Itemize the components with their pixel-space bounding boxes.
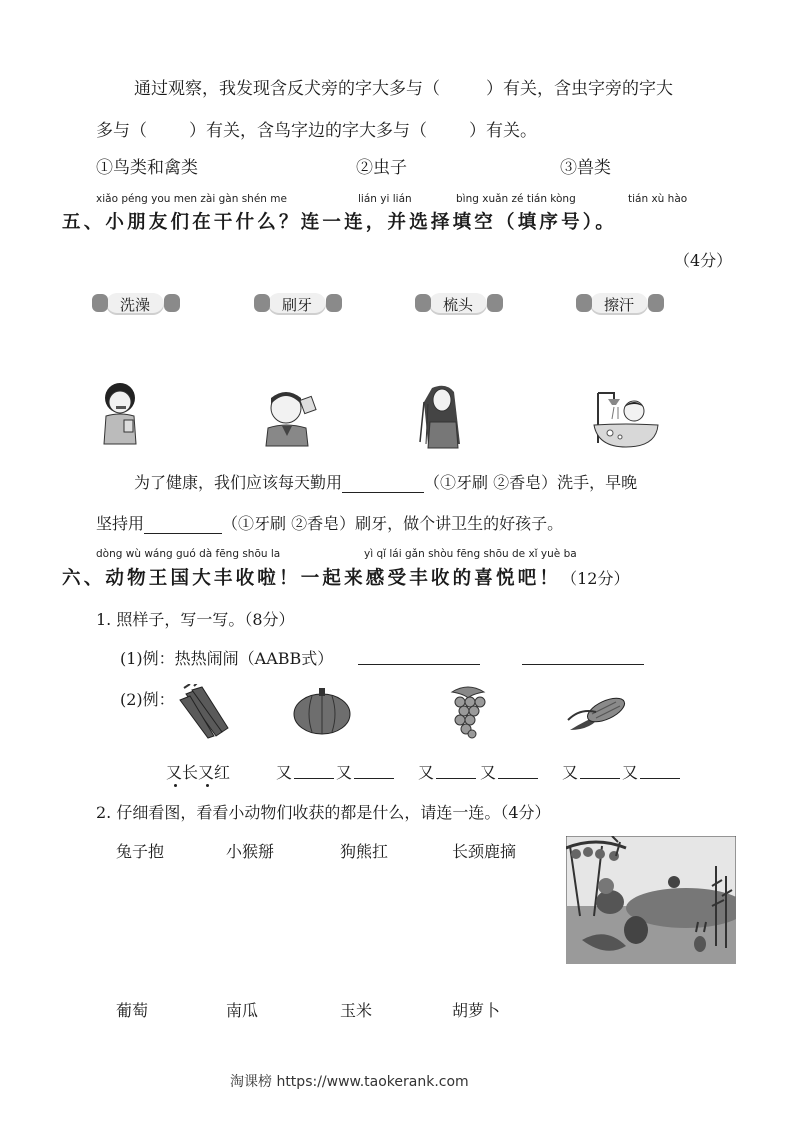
s6-pinyin-1: dòng wù wáng guó dà fēng shōu la <box>96 548 281 560</box>
boy-wiping-sweat-image[interactable] <box>262 388 318 448</box>
grapes-image <box>442 684 494 740</box>
action-pill-bath[interactable] <box>92 291 180 317</box>
option-1: ①鸟类和禽类 <box>96 158 198 178</box>
pumpkin-image <box>292 686 352 736</box>
s5-fill-line-2 <box>96 511 563 534</box>
you-label: 又 <box>276 763 293 782</box>
you-label: 又 <box>622 763 639 782</box>
option-3: ③兽类 <box>560 158 611 178</box>
s6-title-text: 六、动物王国大丰收啦！一起来感受丰收的喜悦吧！ <box>62 568 562 589</box>
crop-pumpkin[interactable]: 南瓜 <box>226 1001 259 1020</box>
s5-pinyin-3: bìng xuǎn zé tián kòng <box>456 193 576 205</box>
answer-line-aabb-2[interactable] <box>522 664 644 665</box>
fill-text-1b: （①牙刷 ②香皂）洗手，早晚 <box>424 473 638 492</box>
s6-pinyin-2: yì qǐ lái gǎn shòu fēng shōu de xǐ yuè ba <box>364 548 577 560</box>
answer-line-grapes-2[interactable] <box>498 778 538 779</box>
fist-icon <box>326 294 342 312</box>
intro-line2-a: 多与（ <box>96 121 147 141</box>
intro-line1-a: 通过观察，我发现含反犬旁的字大多与（ <box>134 79 440 99</box>
action-pill-wipe-sweat[interactable] <box>576 291 664 317</box>
s5-title: 五、小朋友们在干什么？连一连，并选择填空（填序号）。 <box>62 212 617 233</box>
you-label: 又 <box>418 763 435 782</box>
fill-text-2b: （①牙刷 ②香皂）刷牙，做个讲卫生的好孩子。 <box>222 514 564 533</box>
action-label: 擦汗 <box>603 296 634 314</box>
answer-line-corn-1[interactable] <box>580 778 620 779</box>
boy-bathing-image[interactable] <box>592 389 660 451</box>
action-label: 洗澡 <box>119 296 150 314</box>
answer-line-grapes-1[interactable] <box>436 778 476 779</box>
crop-carrot[interactable]: 胡萝卜 <box>452 1001 501 1020</box>
animal-giraffe[interactable]: 长颈鹿摘 <box>452 842 517 861</box>
fill-blank-wash-hands[interactable] <box>342 474 424 493</box>
fist-icon <box>487 294 503 312</box>
crop-corn[interactable]: 玉米 <box>340 1001 373 1020</box>
action-label: 刷牙 <box>281 296 312 314</box>
you-label: 又 <box>480 763 497 782</box>
s5-pinyin-2: lián yi lián <box>358 193 412 205</box>
girl-brushing-teeth-image[interactable] <box>96 380 144 448</box>
you-label: 又 <box>336 763 353 782</box>
intro-line2-c: ）有关。 <box>469 121 537 141</box>
fist-icon <box>164 294 180 312</box>
fist-icon <box>648 294 664 312</box>
answer-line-corn-2[interactable] <box>640 778 680 779</box>
s6-q2: 2. 仔细看图，看看小动物们收获的都是什么，请连一连。（4分） <box>96 803 551 822</box>
you-label: 又 <box>562 763 579 782</box>
action-pill-brush-teeth[interactable] <box>254 291 342 317</box>
s5-pinyin-1: xiǎo péng you men zài gàn shén me <box>96 193 287 205</box>
fill-blank-brush-teeth[interactable] <box>144 515 222 534</box>
s5-pinyin-4: tián xù hào <box>628 193 688 205</box>
harvest-scene-image <box>566 836 736 964</box>
girl-combing-hair-image[interactable] <box>416 382 466 452</box>
animal-rabbit[interactable]: 兔子抱 <box>116 842 165 861</box>
option-2: ②虫子 <box>356 158 407 178</box>
intro-line-1 <box>134 74 673 99</box>
intro-line1-b: ）有关，含虫字旁的字大 <box>486 79 673 99</box>
answer-line-aabb-1[interactable] <box>358 664 480 665</box>
animal-bear[interactable]: 狗熊扛 <box>340 842 389 861</box>
s6-q1: 1. 照样子，写一写。（8分） <box>96 610 295 629</box>
fill-text-2a: 坚持用 <box>96 514 145 533</box>
answer-line-pumpkin-1[interactable] <box>294 778 334 779</box>
crop-grapes[interactable]: 葡萄 <box>116 1001 149 1020</box>
s6-title <box>62 564 629 590</box>
s5-score: （4分） <box>674 251 733 270</box>
carrots-image <box>176 684 232 740</box>
s6-q1-2: (2)例： <box>120 690 175 709</box>
fill-text-1a: 为了健康，我们应该每天勤用 <box>134 473 343 492</box>
example-phrase: 又长又红 <box>166 763 231 782</box>
action-pill-comb-hair[interactable] <box>415 291 503 317</box>
intro-line-2 <box>96 116 537 141</box>
answer-line-pumpkin-2[interactable] <box>354 778 394 779</box>
footer-watermark: 淘课榜 https://www.taokerank.com <box>230 1074 469 1090</box>
emphasis-dot <box>206 784 209 787</box>
intro-line2-b: ）有关，含鸟字边的字大多与（ <box>189 121 427 141</box>
corn-image <box>566 690 628 736</box>
s6-q1-1: (1)例：热热闹闹（AABB式） <box>120 649 334 668</box>
emphasis-dot <box>174 784 177 787</box>
s5-fill-line-1 <box>134 470 637 493</box>
s6-score: （12分） <box>561 569 630 588</box>
animal-monkey[interactable]: 小猴掰 <box>226 842 275 861</box>
action-label: 梳头 <box>442 296 473 314</box>
